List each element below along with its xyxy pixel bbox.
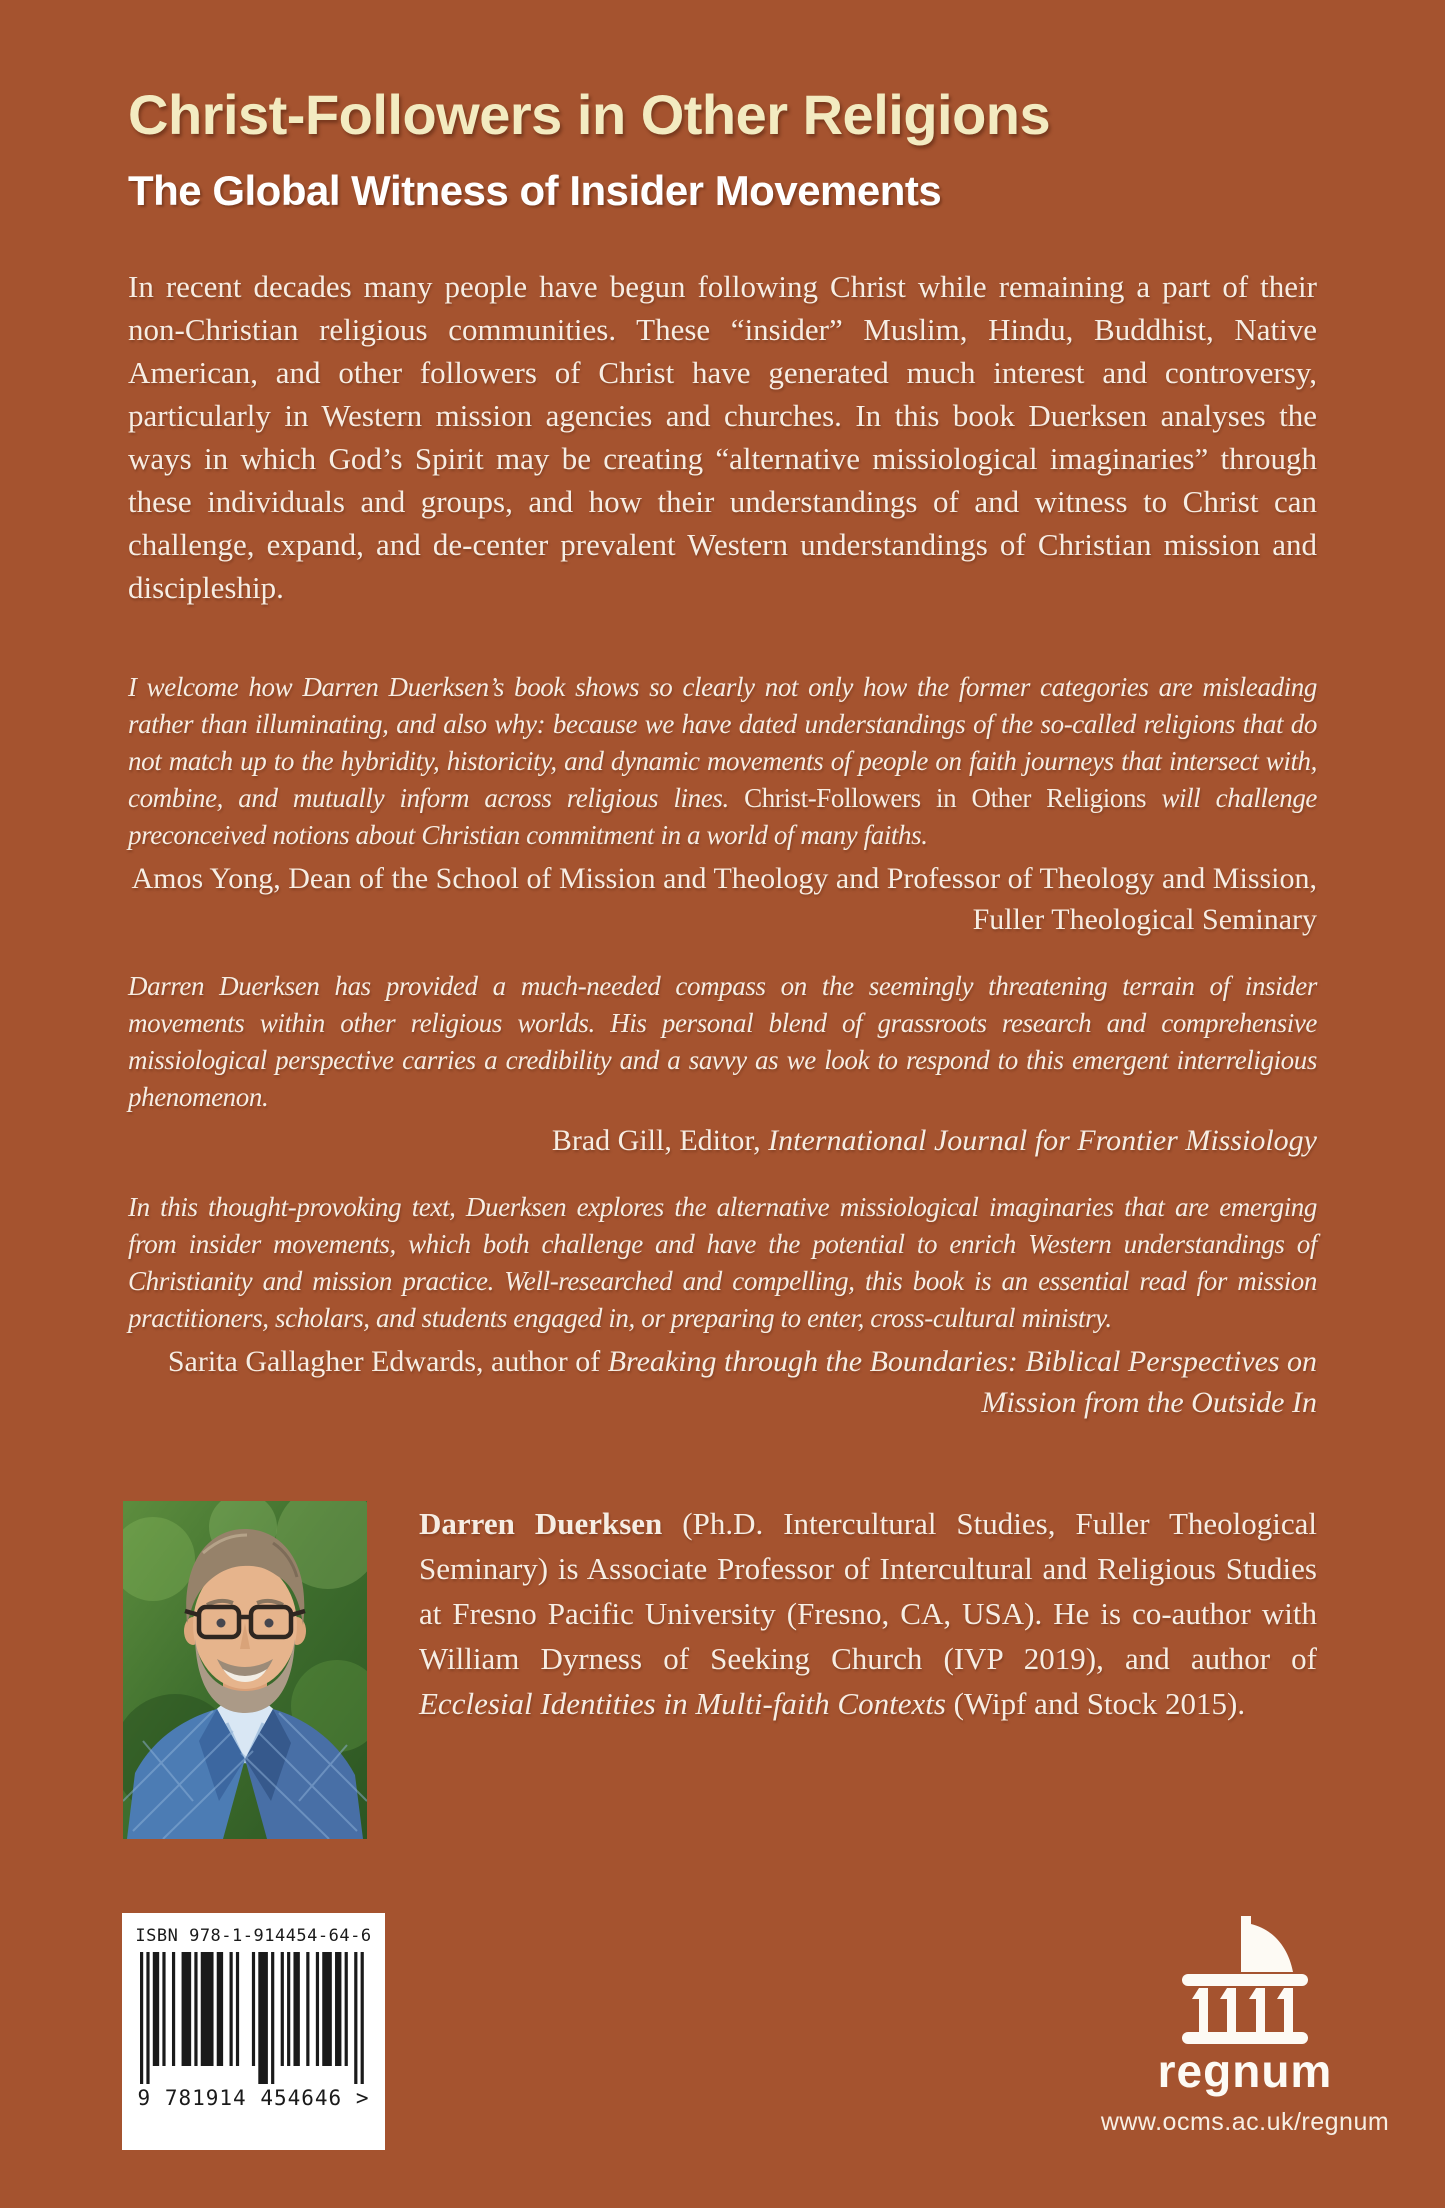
book-subtitle: The Global Witness of Insider Movements [128,166,942,214]
book-title: Christ-Followers in Other Religions [128,83,1051,146]
endorsement-attribution: Brad Gill, Editor, International Journal for Frontier Missiology [551,1123,1317,1157]
isbn-label: ISBN 978-1-914454-64-6 [135,1926,372,1946]
endorsement-attribution: Sarita Gallagher Edwards, author of Breaking through the Boundaries: Biblical Perspectives on Mission from the Outside In [167,1344,1317,1419]
endorsement-quote: I welcome how Darren Duerksen’s book shows so clearly not only how the former categories are misleading rather than illuminating, and also why: because we have dated understandings of the so-called religions that do not match up to the hybridity, historicity, and dynamic movements of people on faith journeys that intersect with, combine, and mutually inform across religious lines. Christ-Followers in Other Religions will challenge preconceived notions about Christian commitment in a world of many faiths. [128,671,1318,850]
endorsement-amos-yong [128,669,1317,940]
isbn-barcode-block [122,1913,385,2150]
author-photo [123,1501,367,1839]
author-section [128,1501,1317,1839]
author-portrait-image [123,1501,367,1839]
publisher-name: regnum [1157,2045,1333,2097]
endorsements-section [128,669,1317,1423]
isbn-digits: 9 781914 454646 > [137,2086,370,2110]
synopsis-paragraph: In recent decades many people have begun following Christ while remaining a part of their non-Christian religious communities. These “insider” Muslim, Hindu, Buddhist, Native American, and other followers of Christ have generated much interest and controversy, particularly in Western mission agencies and churches. In this book Duerksen analyses the ways in which God’s Spirit may be creating “alternative missiological imaginaries” through these individuals and groups, and how their understandings of and witness to Christ can challenge, expand, and de-center prevalent Western understandings of Christian mission and discipleship. [128,268,1317,605]
barcode-bars-icon [140,1952,367,2084]
endorsement-sarita-gallagher-edwards [128,1189,1317,1423]
publisher-block [1080,1916,1410,2137]
endorsement-quote: In this thought-provoking text, Duerksen explores the alternative missiological imaginaries that are emerging from insider movements, which both challenge and have the potential to enrich Western understandings of Christianity and mission practice. Well-researched and compelling, this book is an essential read for mission practitioners, scholars, and students engaged in, or preparing to enter, cross-cultural ministry. [128,1191,1317,1333]
publisher-url: www.ocms.ac.uk/regnum [1100,2108,1390,2136]
endorsement-attribution: Amos Yong, Dean of the School of Mission and Theology and Professor of Theology and Mission, Fuller Theological Seminary [131,861,1317,936]
regnum-building-icon [1181,1916,1309,2044]
author-bio: Darren Duerksen (Ph.D. Intercultural Studies, Fuller Theological Seminary) is Associate Professor of Intercultural and Religious Studies at Fresno Pacific University (Fresno, CA, USA). He is co-author with William Dyrness of Seeking Church (IVP 2019), and author of Ecclesial Identities in Multi-faith Contexts (Wipf and Stock 2015). [419,1505,1318,1721]
endorsement-quote: Darren Duerksen has provided a much-needed compass on the seemingly threatening terrain of insider movements within other religious worlds. His personal blend of grassroots research and comprehensive missiological perspective carries a credibility and a savvy as we look to respond to this emergent interreligious phenomenon. [128,970,1317,1112]
endorsement-brad-gill [128,968,1317,1161]
